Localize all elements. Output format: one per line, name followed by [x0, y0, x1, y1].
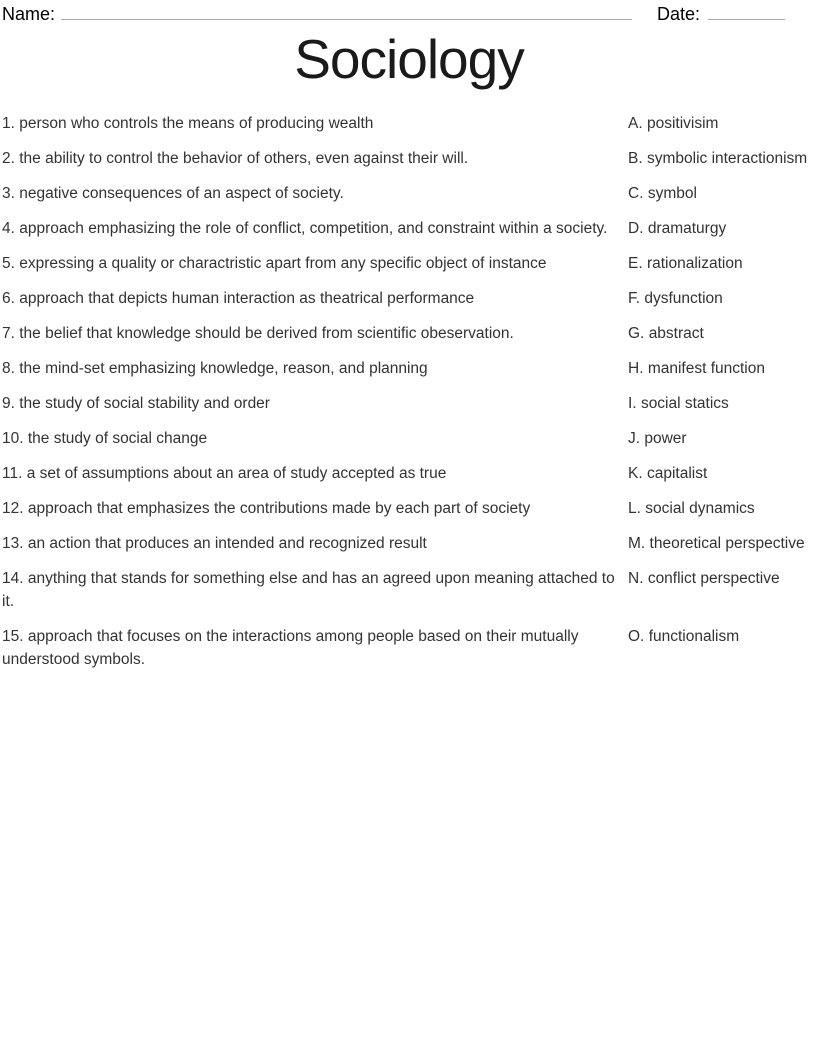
question-body: the study of social change — [27, 430, 208, 447]
question-text — [2, 112, 616, 135]
answer-letter: J. — [628, 430, 641, 447]
worksheet-row — [2, 427, 816, 450]
question-number: 9. — [2, 395, 15, 412]
answer-letter: H. — [628, 360, 644, 377]
answer-option — [616, 182, 816, 205]
question-number: 5. — [2, 255, 15, 272]
question-body: the belief that knowledge should be derived from scientific obeservation. — [19, 325, 514, 342]
worksheet-row — [2, 147, 816, 170]
answer-term: capitalist — [646, 465, 708, 482]
answer-term: abstract — [648, 325, 704, 342]
answer-term: conflict perspective — [647, 570, 780, 587]
question-body: an action that produces an intended and recognized result — [27, 535, 427, 552]
question-text — [2, 497, 616, 520]
answer-letter: G. — [628, 325, 645, 342]
answer-letter: M. — [628, 535, 646, 552]
worksheet-row — [2, 287, 816, 310]
header — [2, 2, 816, 24]
answer-term: symbol — [647, 185, 697, 202]
worksheet-row — [2, 112, 816, 135]
answer-option — [616, 112, 816, 135]
answer-term: manifest function — [647, 360, 765, 377]
answer-term: social statics — [640, 395, 729, 412]
question-text — [2, 357, 616, 380]
answer-term: rationalization — [646, 255, 743, 272]
answer-term: functionalism — [648, 628, 740, 645]
matching-list — [2, 112, 816, 671]
question-body: approach emphasizing the role of conflict, competition, and constraint within a society. — [19, 220, 608, 237]
page-title: Sociology — [294, 28, 524, 90]
question-text — [2, 252, 616, 275]
answer-option — [616, 462, 816, 485]
worksheet-row — [2, 625, 816, 671]
question-text — [2, 567, 616, 613]
answer-letter: C. — [628, 185, 644, 202]
answer-option — [616, 322, 816, 345]
question-body: anything that stands for something else and has an agreed upon meaning attached to it. — [2, 570, 615, 610]
question-body: approach that focuses on the interactions among people based on their mutually understood symbols. — [2, 628, 579, 668]
worksheet-row — [2, 462, 816, 485]
question-body: the mind-set emphasizing knowledge, reason, and planning — [19, 360, 428, 377]
answer-option — [616, 497, 816, 520]
answer-option — [616, 567, 816, 590]
answer-term: power — [644, 430, 687, 447]
question-text — [2, 427, 616, 450]
question-text — [2, 625, 616, 671]
question-text — [2, 532, 616, 555]
worksheet-row — [2, 182, 816, 205]
worksheet-row — [2, 392, 816, 415]
question-number: 8. — [2, 360, 15, 377]
answer-term: theoretical perspective — [649, 535, 805, 552]
name-label: Name: — [2, 4, 56, 24]
question-number: 14. — [2, 570, 24, 587]
worksheet-row — [2, 532, 816, 555]
question-number: 2. — [2, 150, 15, 167]
answer-option — [616, 625, 816, 648]
answer-letter: D. — [628, 220, 644, 237]
date-label: Date: — [656, 4, 700, 24]
question-text — [2, 462, 616, 485]
answer-letter: K. — [628, 465, 643, 482]
question-body: negative consequences of an aspect of society. — [19, 185, 344, 202]
question-body: approach that emphasizes the contributions made by each part of society — [27, 500, 531, 517]
question-body: the ability to control the behavior of others, even against their will. — [19, 150, 469, 167]
answer-option — [616, 427, 816, 450]
question-body: a set of assumptions about an area of study accepted as true — [26, 465, 447, 482]
worksheet-row — [2, 357, 816, 380]
worksheet-row — [2, 217, 816, 240]
question-number: 15. — [2, 628, 24, 645]
question-number: 10. — [2, 430, 24, 447]
answer-term: dysfunction — [644, 290, 723, 307]
answer-term: social dynamics — [645, 500, 755, 517]
question-text — [2, 322, 616, 345]
worksheet-row — [2, 252, 816, 275]
question-number: 7. — [2, 325, 15, 342]
answer-term: dramaturgy — [647, 220, 727, 237]
question-number: 12. — [2, 500, 24, 517]
answer-option — [616, 357, 816, 380]
answer-letter: N. — [628, 570, 644, 587]
answer-letter: L. — [628, 500, 641, 517]
question-body: approach that depicts human interaction as theatrical performance — [19, 290, 475, 307]
question-number: 13. — [2, 535, 24, 552]
answer-option — [616, 287, 816, 310]
answer-option — [616, 392, 816, 415]
answer-option — [616, 532, 816, 555]
date-blank-line — [708, 19, 785, 20]
question-body: the study of social stability and order — [19, 395, 270, 412]
question-text — [2, 392, 616, 415]
name-blank-line — [61, 19, 632, 20]
question-number: 4. — [2, 220, 15, 237]
question-text — [2, 182, 616, 205]
worksheet-row — [2, 567, 816, 613]
question-text — [2, 287, 616, 310]
answer-term: symbolic interactionism — [646, 150, 808, 167]
worksheet-row — [2, 322, 816, 345]
question-number: 3. — [2, 185, 15, 202]
answer-letter: A. — [628, 115, 643, 132]
question-number: 11. — [2, 465, 23, 482]
answer-letter: I. — [628, 395, 637, 412]
question-text — [2, 147, 616, 170]
worksheet-row — [2, 497, 816, 520]
question-text — [2, 217, 616, 240]
answer-letter: F. — [628, 290, 641, 307]
answer-letter: E. — [628, 255, 643, 272]
question-body: expressing a quality or charactristic apart from any specific object of instance — [19, 255, 547, 272]
question-body: person who controls the means of producing wealth — [19, 115, 374, 132]
answer-term: positivisim — [646, 115, 719, 132]
question-number: 6. — [2, 290, 15, 307]
answer-option — [616, 252, 816, 275]
answer-option — [616, 217, 816, 240]
answer-letter: B. — [628, 150, 643, 167]
answer-option — [616, 147, 816, 170]
answer-letter: O. — [628, 628, 645, 645]
question-number: 1. — [2, 115, 15, 132]
